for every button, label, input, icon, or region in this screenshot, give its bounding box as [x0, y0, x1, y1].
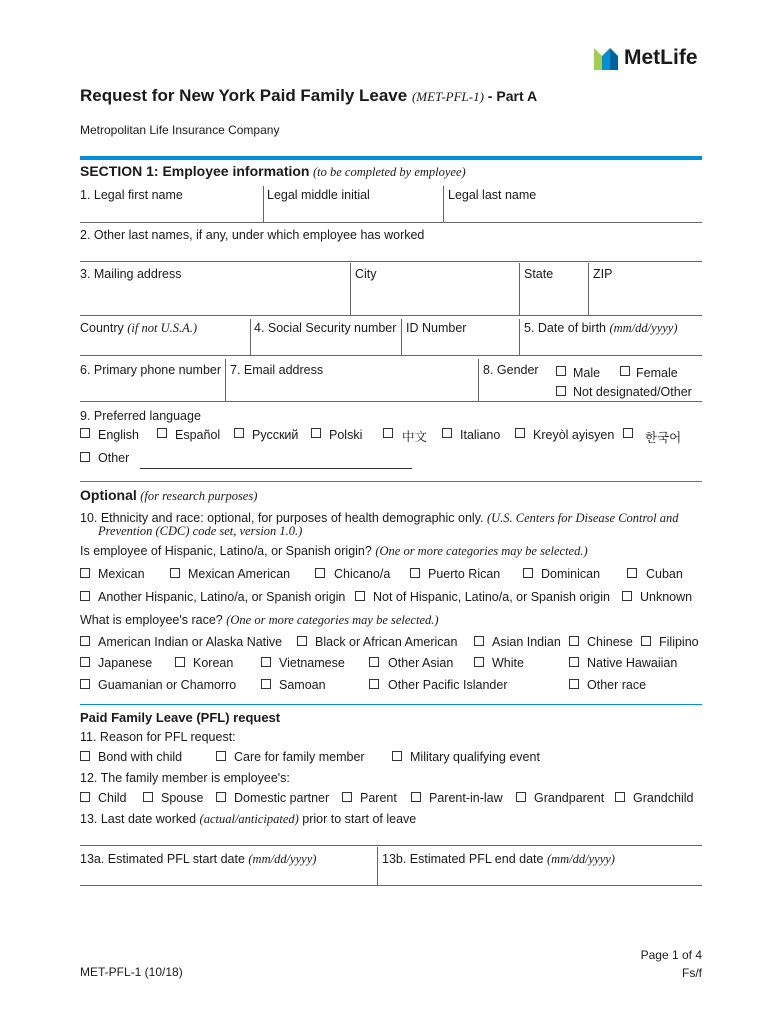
dob-note: (mm/dd/yyyy)	[609, 321, 678, 335]
q10-note-1: (U.S. Centers for Disease Control and	[486, 511, 679, 525]
divider	[401, 319, 402, 355]
reason-bond-checkbox[interactable]	[80, 751, 90, 761]
divider	[377, 847, 378, 885]
race-asian-indian-checkbox[interactable]	[474, 636, 484, 646]
family-grandparent-checkbox[interactable]	[516, 792, 526, 802]
family-domestic-partner-checkbox[interactable]	[216, 792, 226, 802]
lang-english-checkbox[interactable]	[80, 428, 90, 438]
country-text: Country	[80, 321, 124, 335]
hispanic-another-label: Another Hispanic, Latino/a, or Spanish origin	[98, 590, 346, 604]
field-line	[80, 401, 702, 402]
form-id: MET-PFL-1 (10/18)	[80, 965, 183, 979]
section1-title: SECTION 1: Employee information	[80, 163, 310, 179]
ssn-label: 4. Social Security number	[254, 321, 397, 335]
race-asian-indian-label: Asian Indian	[492, 635, 561, 649]
race-vietnamese-checkbox[interactable]	[261, 657, 271, 667]
hispanic-mexican-checkbox[interactable]	[80, 568, 90, 578]
hispanic-puerto-rican-label: Puerto Rican	[428, 567, 501, 581]
race-japanese-checkbox[interactable]	[80, 657, 90, 667]
divider	[588, 263, 589, 315]
divider	[250, 319, 251, 355]
title-part: Part A	[496, 88, 538, 104]
q13a-note: (mm/dd/yyyy)	[248, 852, 317, 866]
lang-other-label: Other	[98, 451, 130, 465]
race-multi-note: (One or more categories may be selected.)	[226, 613, 439, 627]
divider	[225, 359, 226, 401]
race-white-checkbox[interactable]	[474, 657, 484, 667]
lang-chinese-label: 中文	[402, 430, 428, 444]
gender-male-label: Male	[573, 366, 601, 380]
optional-title: Optional	[80, 487, 137, 503]
lang-spanish-checkbox[interactable]	[157, 428, 167, 438]
hispanic-chicano-checkbox[interactable]	[315, 568, 325, 578]
q13b-label	[382, 852, 615, 867]
family-parent-checkbox[interactable]	[342, 792, 352, 802]
phone-label: 6. Primary phone number	[80, 363, 222, 377]
company-name: Metropolitan Life Insurance Company	[80, 123, 280, 137]
family-child-checkbox[interactable]	[80, 792, 90, 802]
q13-tail: prior to start of leave	[298, 812, 417, 826]
race-filipino-label: Filipino	[659, 635, 699, 649]
race-other-asian-checkbox[interactable]	[369, 657, 379, 667]
legal-first-name-label: 1. Legal first name	[80, 188, 183, 202]
optional-rule	[80, 481, 702, 482]
hispanic-question	[80, 544, 588, 559]
gender-female-label: Female	[636, 366, 678, 380]
family-parent-label: Parent	[360, 791, 397, 805]
zip-label: ZIP	[593, 267, 613, 281]
page-number: Page 1 of 4	[640, 948, 702, 962]
hispanic-dominican-checkbox[interactable]	[523, 568, 533, 578]
lang-russian-label: Русский	[252, 428, 299, 442]
family-spouse-checkbox[interactable]	[143, 792, 153, 802]
hispanic-cuban-label: Cuban	[646, 567, 683, 581]
race-other-asian-label: Other Asian	[388, 656, 454, 670]
q13-label	[80, 812, 416, 827]
field-line	[80, 315, 702, 316]
brand-name: MetLife	[624, 46, 698, 69]
hispanic-question-text: Is employee of Hispanic, Latino/a, or Spanish origin?	[80, 544, 372, 558]
lang-creole-label: Kreyòl ayisyen	[533, 428, 615, 442]
gender-other-checkbox[interactable]	[556, 386, 566, 396]
field-line	[80, 885, 702, 886]
optional-heading	[80, 487, 257, 504]
city-label: City	[355, 267, 377, 281]
gender-female-checkbox[interactable]	[620, 366, 630, 376]
q13a-label	[80, 852, 316, 867]
form-code: Fs/f	[682, 966, 702, 980]
state-label: State	[524, 267, 554, 281]
race-guamanian-checkbox[interactable]	[80, 679, 90, 689]
lang-other-checkbox[interactable]	[80, 452, 90, 462]
legal-middle-initial-label: Legal middle initial	[267, 188, 370, 202]
field-line	[80, 222, 702, 223]
divider	[263, 186, 264, 222]
divider	[478, 359, 479, 401]
race-american-indian-label: American Indian or Alaska Native	[98, 635, 283, 649]
family-parent-in-law-label: Parent-in-law	[429, 791, 503, 805]
race-native-hawaiian-label: Native Hawaiian	[587, 656, 678, 670]
q13b-note: (mm/dd/yyyy)	[546, 852, 615, 866]
family-grandchild-checkbox[interactable]	[615, 792, 625, 802]
race-chinese-checkbox[interactable]	[569, 636, 579, 646]
title-sep: -	[483, 88, 497, 104]
race-korean-label: Korean	[193, 656, 234, 670]
section1-heading	[80, 163, 466, 180]
q13b-text: 13b. Estimated PFL end date	[382, 852, 544, 866]
race-filipino-checkbox[interactable]	[641, 636, 651, 646]
race-american-indian-checkbox[interactable]	[80, 636, 90, 646]
country-note: (if not U.S.A.)	[127, 321, 198, 335]
race-question-text: What is employee's race?	[80, 613, 223, 627]
race-question	[80, 613, 439, 628]
race-other-pacific-checkbox[interactable]	[369, 679, 379, 689]
divider	[519, 263, 520, 315]
q10-main: 10. Ethnicity and race: optional, for purposes of health demographic only.	[80, 511, 484, 525]
hispanic-cuban-checkbox[interactable]	[627, 568, 637, 578]
race-black-checkbox[interactable]	[297, 636, 307, 646]
family-domestic-partner-label: Domestic partner	[234, 791, 330, 805]
id-number-label: ID Number	[406, 321, 467, 335]
legal-last-name-label: Legal last name	[448, 188, 537, 202]
reason-care-checkbox[interactable]	[216, 751, 226, 761]
divider	[443, 186, 444, 222]
hispanic-dominican-label: Dominican	[541, 567, 601, 581]
family-spouse-label: Spouse	[161, 791, 204, 805]
race-other-pacific-label: Other Pacific Islander	[388, 678, 508, 692]
gender-label: 8. Gender	[483, 363, 539, 377]
pfl-title: Paid Family Leave (PFL) request	[80, 710, 281, 725]
lang-english-label: English	[98, 428, 139, 442]
dob-text: 5. Date of birth	[524, 321, 606, 335]
race-guamanian-label: Guamanian or Chamorro	[98, 678, 237, 692]
race-samoan-checkbox[interactable]	[261, 679, 271, 689]
dob-label	[524, 321, 678, 336]
race-native-hawaiian-checkbox[interactable]	[569, 657, 579, 667]
race-samoan-label: Samoan	[279, 678, 326, 692]
title-code: (MET-PFL-1)	[411, 89, 484, 104]
q13-note: (actual/anticipated)	[199, 812, 299, 826]
pfl-rule	[80, 704, 702, 705]
gender-other-label: Not designated/Other	[573, 385, 692, 399]
lang-creole-checkbox[interactable]	[515, 428, 525, 438]
hispanic-mexican-american-checkbox[interactable]	[170, 568, 180, 578]
race-white-label: White	[492, 656, 524, 670]
family-grandchild-label: Grandchild	[633, 791, 694, 805]
other-last-names-label: 2. Other last names, if any, under which employee has worked	[80, 228, 425, 242]
optional-note: (for research purposes)	[140, 489, 258, 503]
section1-rule	[80, 156, 702, 160]
q13-text: 13. Last date worked	[80, 812, 197, 826]
lang-other-input[interactable]	[140, 468, 412, 469]
q13a-text: 13a. Estimated PFL start date	[80, 852, 245, 866]
race-black-label: Black or African American	[315, 635, 458, 649]
lang-korean-label: 한국어	[645, 431, 682, 445]
title-main: Request for New York Paid Family Leave	[80, 86, 408, 105]
divider	[519, 319, 520, 355]
hispanic-not-checkbox[interactable]	[355, 591, 365, 601]
lang-polish-label: Polski	[329, 428, 363, 442]
preferred-language-label: 9. Preferred language	[80, 409, 201, 423]
reason-bond-label: Bond with child	[98, 750, 183, 764]
section1-note: (to be completed by employee)	[312, 165, 466, 179]
field-line	[80, 845, 702, 846]
hispanic-mexican-label: Mexican	[98, 567, 145, 581]
family-grandparent-label: Grandparent	[534, 791, 605, 805]
race-chinese-label: Chinese	[587, 635, 633, 649]
email-label: 7. Email address	[230, 363, 324, 377]
hispanic-puerto-rican-checkbox[interactable]	[410, 568, 420, 578]
hispanic-mexican-american-label: Mexican American	[188, 567, 291, 581]
hispanic-not-label: Not of Hispanic, Latino/a, or Spanish origin	[373, 590, 610, 604]
family-parent-in-law-checkbox[interactable]	[411, 792, 421, 802]
reason-military-checkbox[interactable]	[392, 751, 402, 761]
race-korean-checkbox[interactable]	[175, 657, 185, 667]
q10-note-2: Prevention (CDC) code set, version 1.0.)	[98, 524, 303, 538]
field-line	[80, 355, 702, 356]
lang-russian-checkbox[interactable]	[234, 428, 244, 438]
country-label	[80, 321, 197, 336]
q11-label: 11. Reason for PFL request:	[80, 730, 236, 744]
hispanic-unknown-checkbox[interactable]	[622, 591, 632, 601]
mailing-address-label: 3. Mailing address	[80, 267, 182, 281]
lang-korean-checkbox[interactable]	[623, 428, 633, 438]
hispanic-chicano-label: Chicano/a	[334, 567, 391, 581]
lang-chinese-checkbox[interactable]	[383, 428, 393, 438]
lang-polish-checkbox[interactable]	[311, 428, 321, 438]
race-other-race-checkbox[interactable]	[569, 679, 579, 689]
reason-care-label: Care for family member	[234, 750, 365, 764]
q12-label: 12. The family member is employee's:	[80, 771, 290, 785]
reason-military-label: Military qualifying event	[410, 750, 540, 764]
hispanic-unknown-label: Unknown	[640, 590, 693, 604]
gender-male-checkbox[interactable]	[556, 366, 566, 376]
lang-italian-label: Italiano	[460, 428, 501, 442]
race-japanese-label: Japanese	[98, 656, 153, 670]
race-other-race-label: Other race	[587, 678, 647, 692]
race-vietnamese-label: Vietnamese	[279, 656, 345, 670]
metlife-logo-icon	[592, 44, 620, 72]
family-child-label: Child	[98, 791, 127, 805]
divider	[350, 263, 351, 315]
lang-spanish-label: Español	[175, 428, 221, 442]
hispanic-another-checkbox[interactable]	[80, 591, 90, 601]
page-title	[80, 86, 537, 106]
field-line	[80, 261, 702, 262]
lang-italian-checkbox[interactable]	[442, 428, 452, 438]
hispanic-multi-note: (One or more categories may be selected.)	[375, 544, 588, 558]
